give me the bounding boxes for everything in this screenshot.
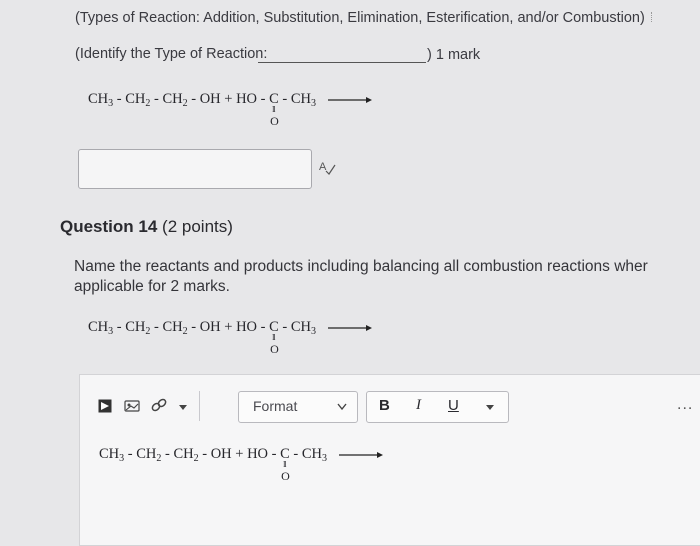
- answer-editor[interactable]: [79, 374, 700, 546]
- insert-image-icon[interactable]: [124, 399, 140, 418]
- reaction-arrow-icon: [328, 323, 372, 333]
- reaction-equation: [88, 91, 372, 128]
- equation-ch2: - CH: [116, 91, 146, 107]
- equation-ch2: - CH: [165, 446, 194, 462]
- reaction-arrow-icon: [339, 450, 383, 460]
- insert-link-icon[interactable]: [150, 397, 168, 418]
- format-select[interactable]: [238, 391, 358, 423]
- format-label: Format: [253, 398, 298, 414]
- equation-carbon: C: [269, 91, 279, 107]
- equation-oxygen: O: [270, 114, 279, 128]
- equation-subscript: 3: [311, 98, 317, 109]
- question-text-line: Name the reactants and products including balancing all combustion reactions wher: [74, 258, 648, 275]
- equation-ch3: CH: [88, 319, 109, 335]
- reaction-arrow-icon: [328, 95, 372, 105]
- spellcheck-icon[interactable]: [318, 160, 336, 179]
- equation-ch3: CH: [99, 446, 120, 462]
- bold-button[interactable]: B: [379, 397, 390, 414]
- equation-ch2: - CH: [154, 319, 183, 335]
- insert-dropdown-chevron-icon[interactable]: [178, 399, 188, 417]
- carbonyl-group: [269, 319, 279, 356]
- italic-button[interactable]: I: [416, 397, 421, 413]
- equation-oxygen: O: [270, 342, 279, 356]
- equation-subscript: 2: [193, 453, 199, 464]
- equation-subscript: 2: [145, 326, 151, 337]
- answer-blank-line: [258, 62, 426, 63]
- more-styles-chevron-icon[interactable]: [485, 404, 495, 412]
- svg-text:A: A: [319, 161, 327, 173]
- equation-oh-ho: - OH + HO -: [202, 446, 277, 462]
- reaction-equation: [99, 446, 383, 483]
- equation-oh-ho: - OH + HO -: [191, 91, 266, 107]
- identify-label: (Identify the Type of Reaction:: [75, 46, 268, 62]
- equation-oxygen: O: [281, 469, 290, 483]
- carbonyl-group: [280, 446, 290, 483]
- reaction-type-answer-field[interactable]: [78, 149, 312, 189]
- equation-oh-ho: - OH + HO -: [191, 319, 266, 335]
- question-points: (2 points): [162, 217, 233, 236]
- equation-ch3-tail: - CH: [293, 446, 323, 462]
- scroll-indicator: [651, 12, 658, 22]
- equation-ch3-tail: - CH: [282, 319, 312, 335]
- equation-subscript: 3: [119, 453, 125, 464]
- equation-ch3: CH: [88, 91, 109, 107]
- more-options-button[interactable]: ...: [677, 396, 694, 413]
- underline-button[interactable]: U: [448, 397, 459, 414]
- equation-ch2: - CH: [127, 446, 157, 462]
- question-title: [60, 217, 233, 237]
- question-text-line: applicable for 2 marks.: [74, 278, 230, 295]
- equation-subscript: 2: [182, 326, 188, 337]
- double-bond: ll: [283, 460, 286, 469]
- equation-carbon: C: [269, 319, 279, 335]
- equation-carbon: C: [280, 446, 290, 462]
- equation-subscript: 2: [182, 98, 188, 109]
- mark-label: ) 1 mark: [427, 47, 481, 63]
- equation-ch3-tail: - CH: [282, 91, 312, 107]
- reaction-equation: [88, 319, 372, 356]
- equation-subscript: 3: [322, 453, 328, 464]
- insert-media-icon[interactable]: [98, 399, 112, 418]
- carbonyl-group: [269, 91, 279, 128]
- question-number: Question 14: [60, 217, 158, 236]
- equation-subscript: 3: [108, 98, 114, 109]
- double-bond: ll: [272, 333, 275, 342]
- equation-subscript: 2: [156, 453, 162, 464]
- question-prompt: [74, 257, 700, 297]
- equation-subscript: 3: [108, 326, 114, 337]
- double-bond: ll: [272, 105, 275, 114]
- text-style-group: [366, 391, 509, 423]
- chevron-down-icon: [337, 403, 347, 411]
- equation-subscript: 2: [145, 98, 151, 109]
- equation-ch2: - CH: [154, 91, 183, 107]
- toolbar-divider: [199, 391, 200, 421]
- reaction-types-text: (Types of Reaction: Addition, Substitution, Elimination, Esterification, and/or Combustion): [75, 10, 645, 26]
- equation-subscript: 3: [311, 326, 317, 337]
- equation-ch2: - CH: [116, 319, 146, 335]
